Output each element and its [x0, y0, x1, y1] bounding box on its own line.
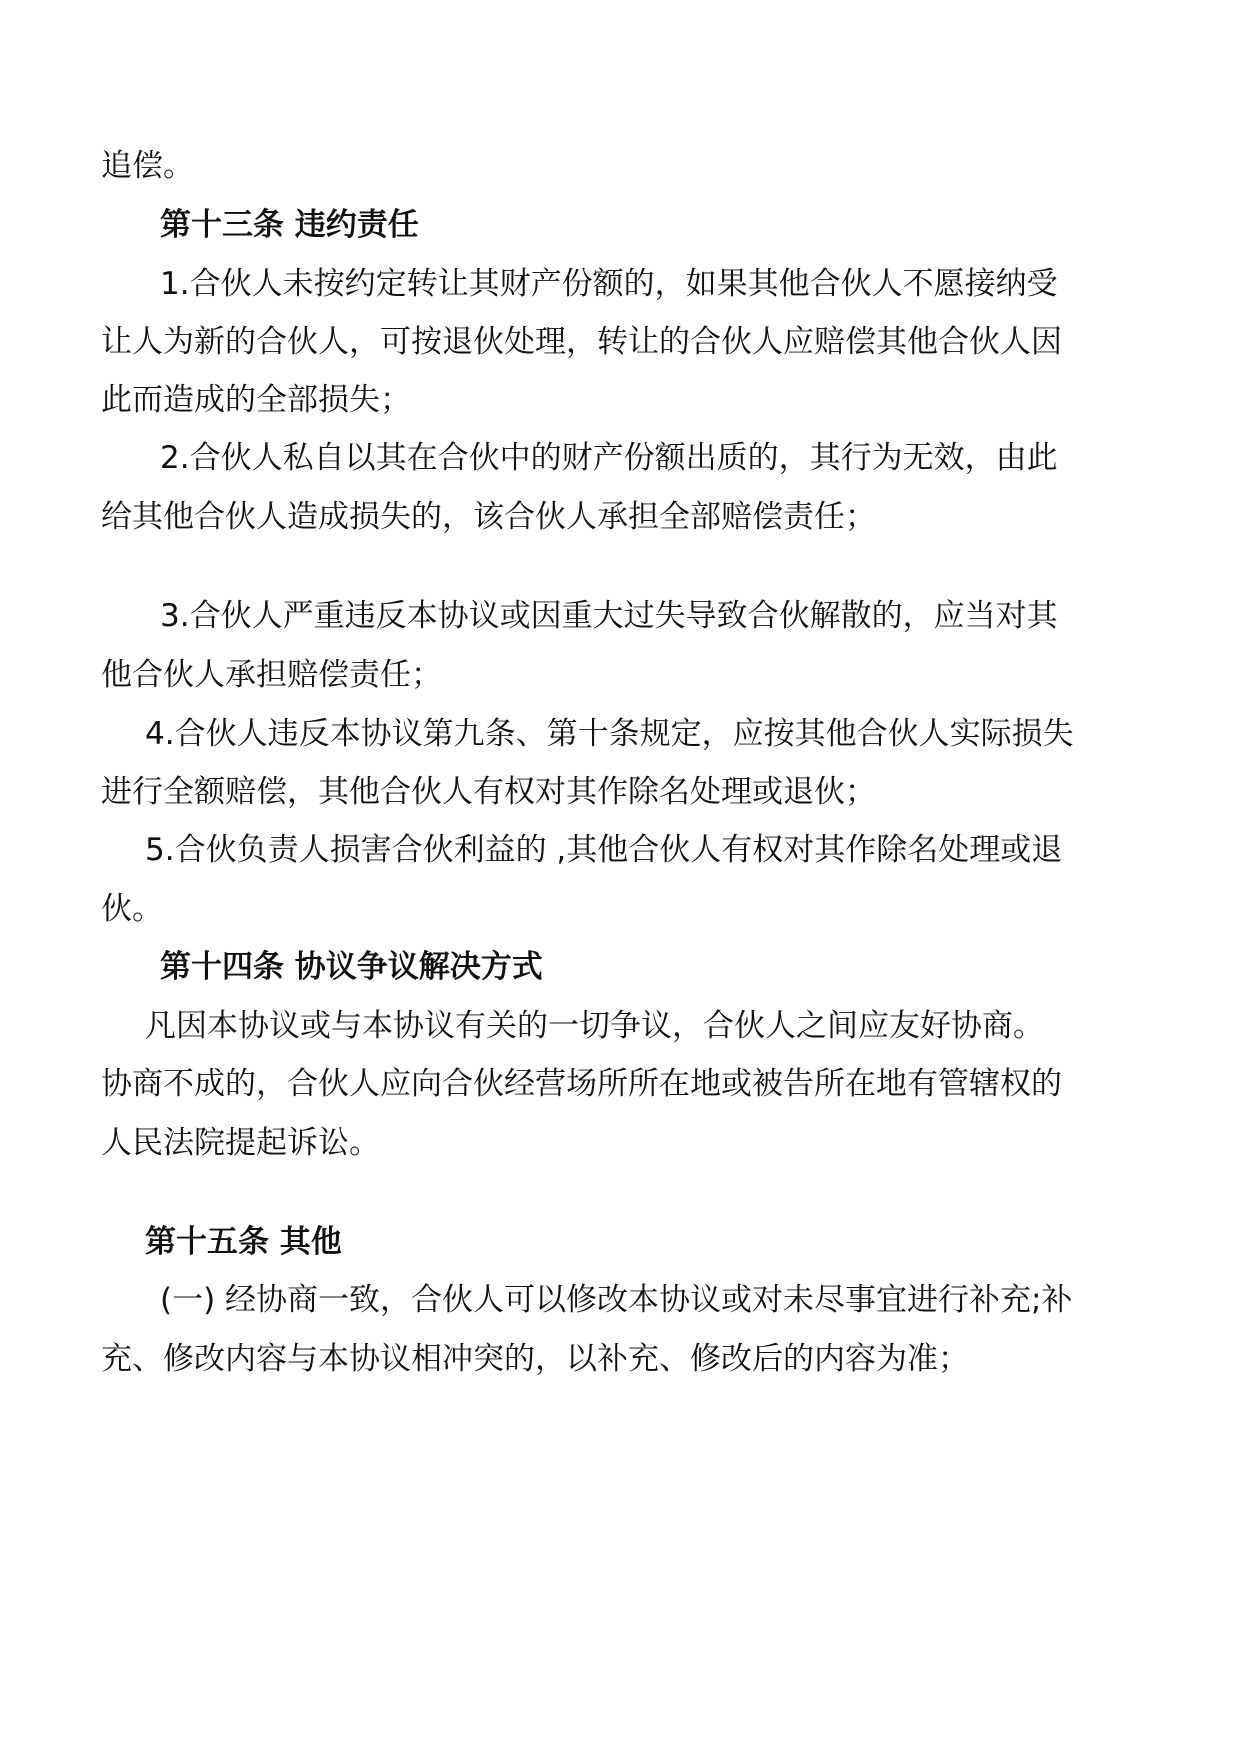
text-line: 充、修改内容与本协议相冲突的，以补充、修改后的内容为准；: [101, 1341, 969, 1377]
text-line: 进行全额赔偿，其他合伙人有权对其作除名处理或退伙；: [101, 774, 876, 810]
text-line: 他合伙人承担赔偿责任；: [101, 657, 442, 693]
text-line: 让人为新的合伙人，可按退伙处理，转让的合伙人应赔偿其他合伙人因: [101, 324, 1062, 360]
text-line: 2.合伙人私自以其在合伙中的财产份额出质的，其行为无效，由此: [160, 440, 1058, 476]
text-line: 人民法院提起诉讼。: [101, 1125, 380, 1161]
text-line: 4.合伙人违反本协议第九条、第十条规定，应按其他合伙人实际损失: [145, 716, 1074, 752]
section-heading-13: 第十三条 违约责任: [160, 207, 419, 243]
text-line: (一) 经协商一致，合伙人可以修改本协议或对未尽事宜进行补充;补: [160, 1282, 1073, 1318]
text-line: 此而造成的全部损失；: [101, 382, 411, 418]
text-line: 伙。: [101, 891, 163, 927]
text-line: 给其他合伙人造成损失的，该合伙人承担全部赔偿责任；: [101, 499, 876, 535]
text-line: 协商不成的，合伙人应向合伙经营场所所在地或被告所在地有管辖权的: [101, 1066, 1062, 1102]
section-heading-14: 第十四条 协议争议解决方式: [160, 949, 543, 985]
text-line: 追偿。: [101, 148, 194, 184]
text-line: 3.合伙人严重违反本协议或因重大过失导致合伙解散的，应当对其: [160, 598, 1058, 634]
section-heading-15: 第十五条 其他: [145, 1224, 342, 1260]
text-line: 5.合伙负责人损害合伙利益的 ,其他合伙人有权对其作除名处理或退: [145, 832, 1063, 868]
text-line: 凡因本协议或与本协议有关的一切争议，合伙人之间应友好协商。: [145, 1008, 1044, 1044]
text-line: 1.合伙人未按约定转让其财产份额的，如果其他合伙人不愿接纳受: [160, 266, 1058, 302]
